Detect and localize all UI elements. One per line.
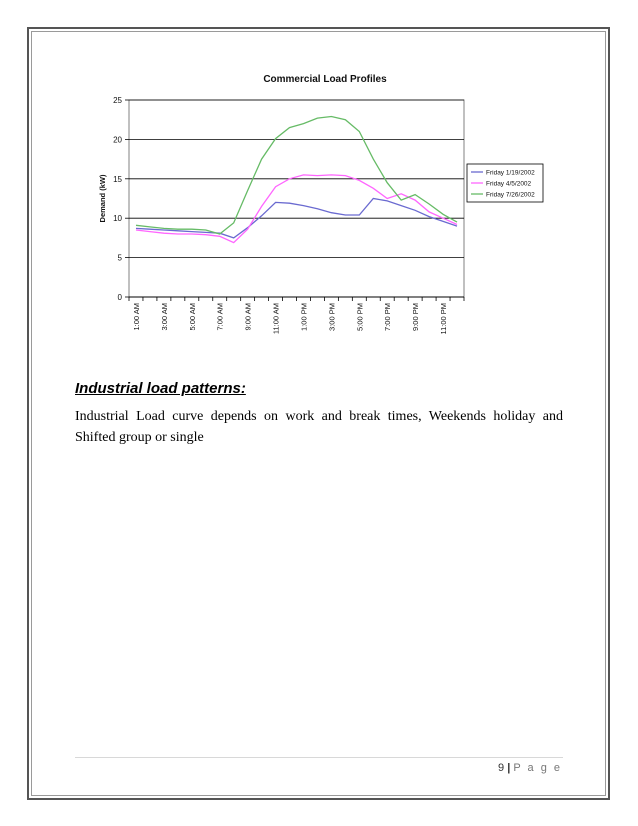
legend-label: Friday 1/19/2002 <box>486 169 535 177</box>
y-axis-label: Demand (kW) <box>98 174 107 223</box>
y-tick-label: 5 <box>117 253 122 263</box>
legend-label: Friday 4/5/2002 <box>486 180 532 188</box>
page-number: 9 <box>498 762 505 774</box>
page-footer <box>498 762 562 774</box>
x-tick-label: 3:00 AM <box>159 303 169 331</box>
x-tick-label: 1:00 AM <box>131 303 141 331</box>
section-body: Industrial Load curve depends on work and break times, Weekends holiday and Shifted group or single <box>75 409 563 445</box>
x-tick-label: 3:00 PM <box>327 303 337 331</box>
x-tick-label: 9:00 PM <box>411 303 421 331</box>
section-heading: Industrial load patterns: <box>75 380 246 397</box>
y-tick-label: 20 <box>113 135 122 145</box>
x-tick-label: 1:00 PM <box>299 303 309 331</box>
plot-area <box>129 100 464 297</box>
x-tick-label: 9:00 AM <box>243 303 253 331</box>
x-tick-label: 5:00 PM <box>355 303 365 331</box>
page-label: P a g e <box>513 762 562 774</box>
chart-title: Commercial Load Profiles <box>263 74 387 85</box>
x-tick-label: 11:00 PM <box>439 303 449 335</box>
y-tick-label: 15 <box>113 174 122 184</box>
legend-label: Friday 7/26/2002 <box>486 191 535 199</box>
y-tick-label: 25 <box>113 96 122 105</box>
chart-canvas <box>95 68 555 358</box>
y-tick-label: 0 <box>117 293 122 302</box>
x-tick-label: 7:00 PM <box>383 303 393 331</box>
footer-separator: | <box>507 762 511 774</box>
x-tick-label: 5:00 AM <box>187 303 197 331</box>
x-tick-label: 11:00 AM <box>271 303 281 335</box>
load-profile-chart <box>95 68 555 358</box>
x-tick-label: 7:00 AM <box>215 303 225 331</box>
y-tick-label: 10 <box>113 214 122 224</box>
footer-rule <box>75 757 563 758</box>
